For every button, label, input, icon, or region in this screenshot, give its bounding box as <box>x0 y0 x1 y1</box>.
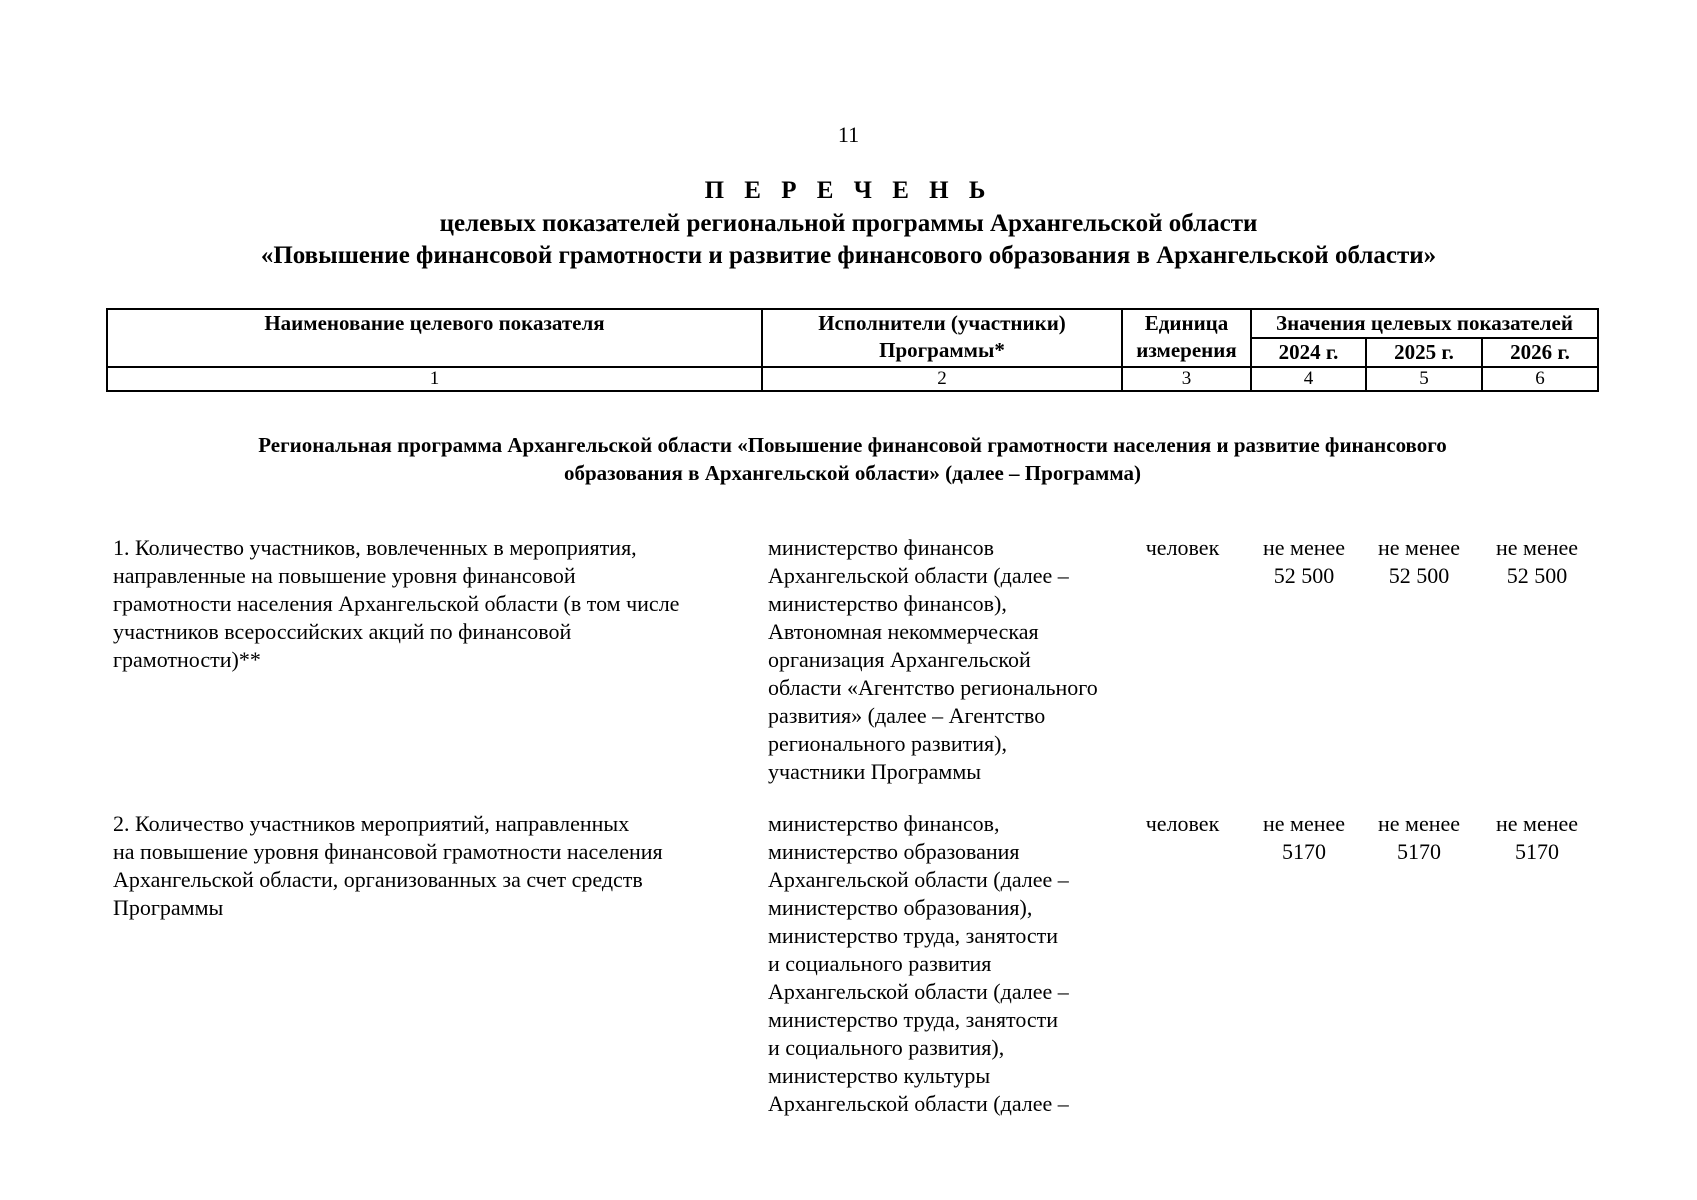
indicator-name <box>113 810 743 922</box>
value-2026 <box>1477 534 1597 590</box>
value-prefix: не менее <box>1377 811 1461 836</box>
indicator-name-line: участников всероссийских акций по финансовой <box>113 619 572 644</box>
value-number: 5170 <box>1397 839 1441 864</box>
indicator-name-line: 2. Количество участников мероприятий, направленных <box>113 811 630 836</box>
executors <box>768 810 1128 1118</box>
indicator-name <box>113 534 743 674</box>
value-number: 52 500 <box>1388 563 1450 588</box>
executors-line: области «Агентство регионального <box>768 675 1098 700</box>
executors-line: министерство труда, занятости <box>768 1007 1059 1032</box>
section-heading-line1: Региональная программа Архангельской области «Повышение финансовой грамотности населения и развитие финансового <box>258 433 1447 457</box>
executors-line: Автономная некоммерческая <box>768 619 1039 644</box>
indicator-name-line: на повышение уровня финансовой грамотности населения <box>113 839 663 864</box>
column-index-2: 2 <box>762 367 1122 391</box>
executors-line: Архангельской области (далее – <box>768 867 1069 892</box>
executors-line: организация Архангельской <box>768 647 1031 672</box>
document-title: П Е Р Е Ч Е Н Ь <box>704 177 993 204</box>
header-unit <box>1122 309 1251 367</box>
executors-line: и социального развития), <box>768 1035 1005 1060</box>
value-number: 5170 <box>1515 839 1559 864</box>
value-number: 52 500 <box>1273 563 1335 588</box>
header-year-2026: 2026 г. <box>1482 338 1598 367</box>
value-prefix: не менее <box>1262 811 1346 836</box>
executors-line: министерство образования), <box>768 895 1033 920</box>
executors-line: участники Программы <box>768 759 982 784</box>
column-index-1: 1 <box>107 367 762 391</box>
column-index-3: 3 <box>1122 367 1251 391</box>
indicator-name-line: 1. Количество участников, вовлеченных в мероприятия, <box>113 535 637 560</box>
document-subtitle-line2: «Повышение финансовой грамотности и развитие финансового образования в Архангельской области» <box>260 242 1437 269</box>
value-number: 52 500 <box>1506 563 1568 588</box>
executors-line: министерство финансов), <box>768 591 1007 616</box>
header-executors-line1: Исполнители (участники) <box>818 311 1066 335</box>
executors-line: и социального развития <box>768 951 992 976</box>
column-index-5: 5 <box>1366 367 1482 391</box>
value-prefix: не менее <box>1262 535 1346 560</box>
executors-line: министерство труда, занятости <box>768 923 1059 948</box>
value-prefix: не менее <box>1495 535 1579 560</box>
header-unit-line1: Единица <box>1144 311 1229 335</box>
executors-line: министерство финансов, <box>768 811 1000 836</box>
executors-line: министерство культуры <box>768 1063 991 1088</box>
unit: человек <box>1145 811 1220 836</box>
value-number: 5170 <box>1282 839 1326 864</box>
column-index-4: 4 <box>1251 367 1366 391</box>
header-year-2025: 2025 г. <box>1366 338 1482 367</box>
header-executors <box>762 309 1122 367</box>
executors-line: Архангельской области (далее – <box>768 979 1069 1004</box>
executors <box>768 534 1128 786</box>
value-prefix: не менее <box>1495 811 1579 836</box>
header-unit-line2: измерения <box>1136 338 1237 362</box>
executors-line: министерство финансов <box>768 535 994 560</box>
indicator-name-line: Программы <box>113 895 224 920</box>
section-heading-line2: образования в Архангельской области» (далее – Программа) <box>564 461 1141 485</box>
executors-line: развития» (далее – Агентство <box>768 703 1046 728</box>
value-2025 <box>1359 534 1479 590</box>
value-2024 <box>1244 534 1364 590</box>
header-values-group: Значения целевых показателей <box>1251 309 1598 338</box>
indicators-table-header <box>106 308 1599 392</box>
page-number: 11 <box>837 122 860 147</box>
header-year-2024: 2024 г. <box>1251 338 1366 367</box>
unit: человек <box>1145 535 1220 560</box>
section-heading <box>120 431 1585 487</box>
indicator-name-line: направленные на повышение уровня финансовой <box>113 563 576 588</box>
indicator-name-line: Архангельской области, организованных за счет средств <box>113 867 643 892</box>
header-indicator-name: Наименование целевого показателя <box>107 309 762 367</box>
value-2026 <box>1477 810 1597 866</box>
executors-line: Архангельской области (далее – <box>768 1091 1069 1116</box>
indicator-name-line: грамотности населения Архангельской области (в том числе <box>113 591 680 616</box>
value-2024 <box>1244 810 1364 866</box>
indicator-name-line: грамотности)** <box>113 647 261 672</box>
value-2025 <box>1359 810 1479 866</box>
executors-line: министерство образования <box>768 839 1020 864</box>
value-prefix: не менее <box>1377 535 1461 560</box>
header-executors-line2: Программы* <box>879 338 1005 362</box>
executors-line: Архангельской области (далее – <box>768 563 1069 588</box>
column-index-6: 6 <box>1482 367 1598 391</box>
document-subtitle-line1: целевых показателей региональной программы Архангельской области <box>439 210 1258 237</box>
executors-line: регионального развития), <box>768 731 1008 756</box>
